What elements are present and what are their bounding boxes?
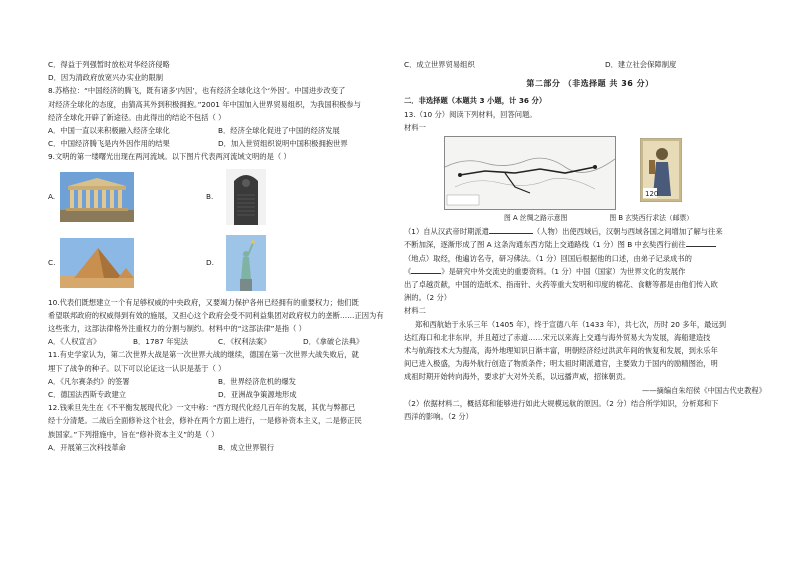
right-column	[404, 58, 776, 423]
image-label-c: C.	[48, 258, 56, 268]
question-8-options	[48, 137, 388, 150]
question-1-text: 洲的。（2 分）	[404, 293, 452, 303]
answer-blank[interactable]	[489, 225, 533, 234]
image-label-d: D.	[206, 258, 214, 268]
option-d: D．建立社会保障制度	[605, 60, 677, 69]
question-11-options	[48, 388, 388, 401]
question-1-text: 不断加深，逐渐形成了图 A 这条沟通东西方陆上交通路线（1 分）图 B 中玄奘西行前往	[404, 238, 776, 251]
option-text: C．得益于列强暂时放松对华经济侵略	[48, 60, 170, 69]
option-d: D．加入世贸组织说明中国积极拥抱世界	[218, 139, 348, 149]
figure-row	[444, 136, 776, 212]
material-two-text: 郑和西航始于永乐三年（1405 年），终于宣德八年（1433 年），共七次，历时 20 多年，最远到	[414, 319, 727, 329]
section-title: 第二部分 （非选择题 共 36 分）	[526, 79, 654, 89]
material-one-label: 材料一	[404, 122, 426, 132]
option-b: B．成立世界银行	[218, 442, 275, 452]
question-10-text: 10.代表们既想建立一个有足够权威的中央政府，又要竭力保护各州已经拥有的重要权力；他们既	[48, 297, 359, 307]
question-11-text: 埋下了战争的种子。以下可以论证这一认识是基于（ ）	[48, 363, 226, 373]
question-12-text: 12.钱乘旦先生在《不平衡发展现代化》一文中称：“西方现代化经几百年的发展，其优与弊都已	[48, 403, 356, 413]
section-subtitle: 二．非选择题（本题共 3 小题，计 36 分）	[404, 96, 547, 106]
question-12-text: 经十分清楚。二战后全面修补这个社会，修补在两个方面上进行，一是修补资本主义，二是修正民	[48, 416, 362, 426]
image-label-b: B.	[206, 192, 214, 202]
pyramid-image	[60, 238, 134, 288]
question-11-options	[48, 375, 388, 388]
question-12-text: 族国家。”下列措施中，旨在“修补资本主义”的是（ ）	[48, 429, 219, 439]
question-11-text: 11.有史学家认为，第二次世界大战是第一次世界大战的继续，德国在第一次世界大战失败后，就	[48, 350, 359, 360]
stamp-value: 120	[645, 190, 659, 199]
option-b: B．世界经济危机的爆发	[218, 376, 296, 386]
answer-blank[interactable]	[686, 238, 716, 247]
hammurabi-stele-image	[226, 169, 266, 225]
question-8-text: 经济全球化开辟了新途径。由此得出的结论不包括（ ）	[48, 112, 226, 122]
caption-a: 图 A 丝绸之路示意图	[504, 214, 568, 223]
left-column	[48, 58, 388, 454]
material-two-text: 达红海口和北非东岸，并且超过了赤道……宋元以来海上交通与海外贸易大为发展，海船建造技	[404, 332, 711, 342]
caption-b: 图 B 玄奘西行求法（邮票）	[609, 214, 694, 223]
question-9-text: 9.文明的第一缕曙光出现在两河流域。以下图片代表两河流域文明的是（ ）	[48, 152, 291, 162]
option-d: D．《拿破仑法典》	[303, 337, 364, 347]
option-c: C．《权利法案》	[218, 337, 271, 347]
option-text: D．因为清政府放宽兴办实业的限制	[48, 73, 164, 83]
option-a: A．《人权宣言》	[48, 337, 101, 347]
material-two-text: 术与航海技术大为提高，海外地理知识日渐丰富，明朝经济经过洪武年间的恢复和发展，到永乐年	[404, 346, 718, 356]
question-8-options	[48, 124, 388, 137]
question-2-text: 西洋的影响。（2 分）	[404, 412, 473, 422]
option-b: B．1787 年宪法	[133, 337, 189, 347]
image-option-row	[48, 230, 388, 296]
question-1-text: （地点）取经，他遍访名寺，研习佛法。（1 分）回国后根据他的口述，由弟子记录成书的	[404, 253, 692, 263]
xuanzang-stamp	[640, 138, 682, 202]
option-c: C．成立世界贸易组织	[404, 60, 475, 69]
question-8-text: 对经济全球化的态度，由猜高其外到积极拥抱。”2001 年中国加入世界贸易组织，为我国积极参与	[48, 99, 361, 109]
question-12-options	[48, 441, 388, 454]
parthenon-image	[60, 172, 134, 222]
question-10-text: 希望联邦政府的权威得到有效的施展，又担心这个政府会受不同利益集团对政府权力的垄断……正因为有	[48, 310, 384, 320]
statue-of-liberty-image	[226, 235, 266, 291]
question-1-text: 出了卓越贡献，中国的造纸术、指南针、火药等重大发明和印度的棉花、食糖等都是由他们传入欧	[404, 280, 718, 290]
option-a: A．《凡尔赛条约》的签署	[48, 376, 130, 386]
question-13-text: 13.（10 分）阅读下列材料，回答问题。	[404, 109, 537, 119]
option-d: D．亚洲战争策源地形成	[218, 390, 297, 400]
image-option-row	[48, 164, 388, 230]
question-1-text: 《 》是研究中外交流史的重要资料。（1 分）中国（国家）为世界文化的发展作	[404, 266, 686, 276]
image-label-a: A.	[48, 192, 56, 202]
material-source: ——摘编自朱绍侯《中国古代史教程》	[641, 385, 766, 395]
option-b: B．经济全球化促进了中国的经济发展	[218, 126, 340, 136]
question-8-text: 8.苏格拉：“中国经济的腾飞，既有诸多‘内因’，也有经济全球化这个‘外因’。中国进步改变了	[48, 86, 346, 96]
silk-road-map	[444, 136, 616, 210]
material-two-text: 成祖时期开始转向海外，要求扩大对外关系，以远播声威，招徕朝贡。	[404, 372, 631, 382]
question-10-options	[48, 335, 388, 348]
answer-blank[interactable]	[411, 265, 441, 274]
option-c: C．德国法西斯专政建立	[48, 390, 127, 400]
question-2-text: （2）依据材料二，概括郑和能够进行如此大规模远航的原因。（2 分）结合所学知识，分析郑和下	[404, 398, 719, 408]
option-a: A．开展第三次科技革命	[48, 442, 126, 452]
question-1-text: （1）自从汉武帝时期派遣 （人物）出使西域后，汉朝与西域各国之间增加了解与往来	[404, 227, 723, 237]
question-12-options-cont	[404, 58, 776, 71]
material-two-label: 材料二	[404, 306, 426, 316]
question-10-text: 这些张力，这部法律格外注重权力的分割与制约。材料中的“这部法律”是指（ ）	[48, 324, 306, 334]
option-c: C．中国经济腾飞是内外因作用的结果	[48, 139, 170, 149]
option-a: A．中国一直以来积极融入经济全球化	[48, 126, 170, 136]
material-two-text: 间已进入极盛，为海外航行创造了物质条件；明太祖时期派遣官，主要致力于国内的励精图治，明	[404, 359, 718, 369]
figure-captions	[504, 212, 776, 225]
